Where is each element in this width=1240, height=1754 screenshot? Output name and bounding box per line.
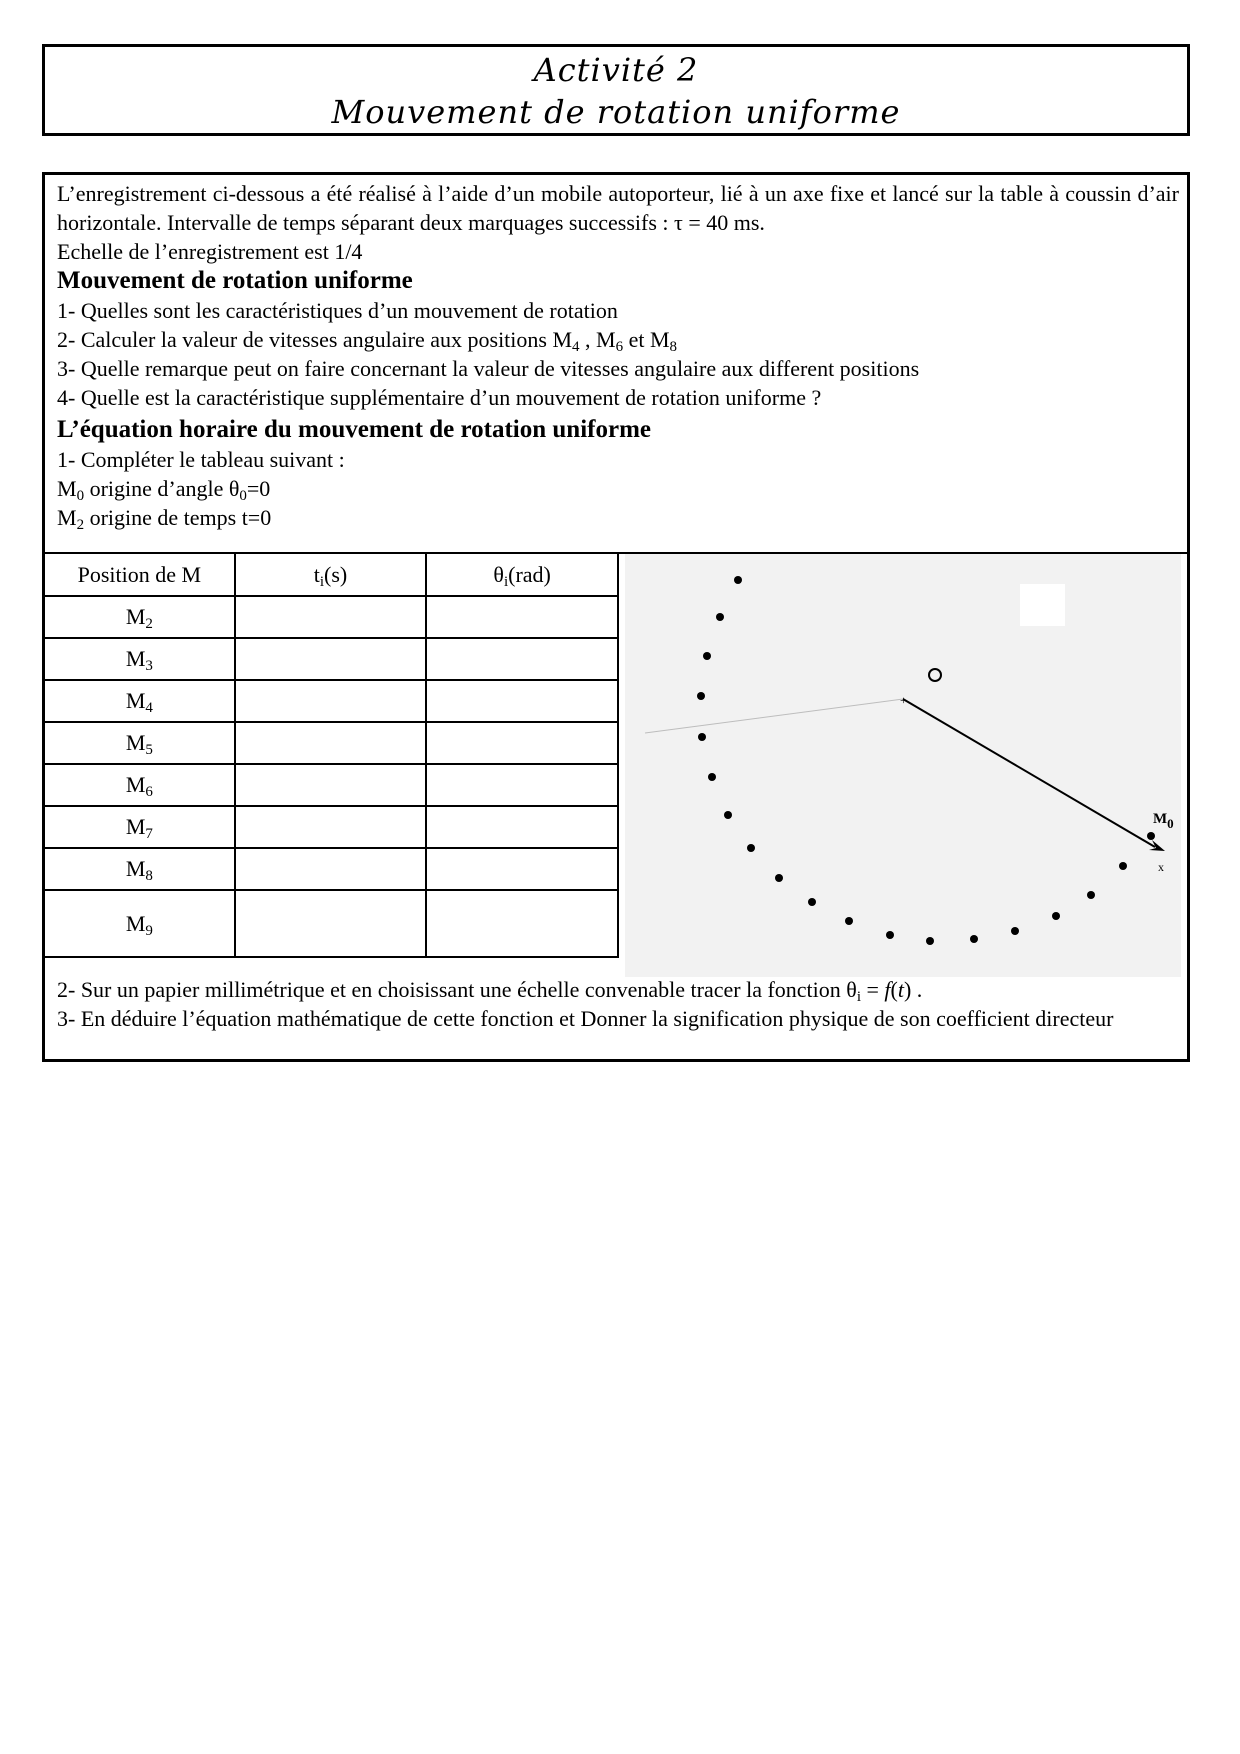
exercise-box bbox=[42, 172, 1190, 1062]
trajectory-dot bbox=[734, 576, 742, 584]
trajectory-dot bbox=[926, 937, 934, 945]
question-equation: 3- En déduire l’équation mathématique de cette fonction et Donner la signification physique de son coefficient directeur bbox=[57, 1006, 1114, 1031]
trajectory-dot bbox=[747, 844, 755, 852]
table-row bbox=[45, 890, 618, 957]
row-label: $M_9$ bbox=[45, 890, 235, 957]
time-cell[interactable] bbox=[235, 722, 427, 764]
trajectory-dot bbox=[698, 733, 706, 741]
angle-cell[interactable] bbox=[426, 680, 618, 722]
scale-line: Echelle de l’enregistrement est 1/4 bbox=[57, 239, 363, 264]
angle-cell[interactable] bbox=[426, 890, 618, 957]
position-table bbox=[45, 554, 619, 958]
dot-M0 bbox=[1147, 832, 1155, 840]
M0-label: M0 bbox=[1153, 811, 1174, 831]
trajectory-dot bbox=[716, 613, 724, 621]
trajectory-dot bbox=[703, 652, 711, 660]
trajectory-dot bbox=[1011, 927, 1019, 935]
header-time: $t_i(s)$ bbox=[235, 554, 427, 596]
trajectory-dot bbox=[808, 898, 816, 906]
angle-cell[interactable] bbox=[426, 848, 618, 890]
section-heading-equation: L’équation horaire du mouvement de rotation uniforme bbox=[57, 416, 651, 443]
time-cell[interactable] bbox=[235, 596, 427, 638]
row-label: $M_5$ bbox=[45, 722, 235, 764]
trajectory-dot bbox=[886, 931, 894, 939]
header-angle: $\theta_i(rad)$ bbox=[426, 554, 618, 596]
trajectory-dot bbox=[1087, 891, 1095, 899]
trajectory-dot bbox=[724, 811, 732, 819]
figure-background bbox=[625, 554, 1181, 977]
row-label: $M_8$ bbox=[45, 848, 235, 890]
section-rotation bbox=[57, 266, 1179, 412]
table-row bbox=[45, 596, 618, 638]
row-label: $M_6$ bbox=[45, 764, 235, 806]
trajectory-figure bbox=[625, 554, 1181, 977]
trajectory-dot bbox=[697, 692, 705, 700]
table-row bbox=[45, 722, 618, 764]
row-label: $M_4$ bbox=[45, 680, 235, 722]
table-header-row bbox=[45, 554, 618, 596]
table-row bbox=[45, 680, 618, 722]
question-2: 2- Calculer la valeur de vitesses angulaire aux positions $M_4$ , $M_6$ et $M_8$ bbox=[57, 327, 678, 355]
question-complete-table: 1- Compléter le tableau suivant : bbox=[57, 447, 345, 472]
trajectory-dot bbox=[1119, 862, 1127, 870]
title-box bbox=[42, 44, 1190, 136]
question-plot: 2- Sur un papier millimétrique et en choisissant une échelle convenable tracer la fonction $\theta_i = f(t)$ . bbox=[57, 977, 923, 1005]
section-equation bbox=[57, 415, 1179, 532]
trajectory-dot bbox=[845, 917, 853, 925]
header-position: Position de M bbox=[45, 554, 235, 596]
time-cell[interactable] bbox=[235, 806, 427, 848]
angle-cell[interactable] bbox=[426, 764, 618, 806]
angle-cell[interactable] bbox=[426, 638, 618, 680]
table-row bbox=[45, 638, 618, 680]
intro-paragraph: L’enregistrement ci-dessous a été réalisé à l’aide d’un mobile autoporteur, lié à un axe fixe et lancé sur la table à coussin d’air horizontale. Intervalle de temps séparant deux marquages successifs : τ = 40 ms. bbox=[57, 181, 1179, 235]
angle-cell[interactable] bbox=[426, 596, 618, 638]
table-row bbox=[45, 764, 618, 806]
table-row bbox=[45, 806, 618, 848]
row-label: $M_7$ bbox=[45, 806, 235, 848]
time-cell[interactable] bbox=[235, 890, 427, 957]
trajectory-dot bbox=[1052, 912, 1060, 920]
trajectory-dot bbox=[970, 935, 978, 943]
time-cell[interactable] bbox=[235, 680, 427, 722]
trajectory-dot bbox=[708, 773, 716, 781]
row-label: $M_2$ bbox=[45, 596, 235, 638]
question-4: 4- Quelle est la caractéristique supplémentaire d’un mouvement de rotation uniforme ? bbox=[57, 385, 822, 410]
figure-blank-patch bbox=[1020, 584, 1065, 626]
question-3: 3- Quelle remarque peut on faire concernant la valeur de vitesses angulaire aux different positions bbox=[57, 356, 920, 381]
time-origin-line: $M_2$ origine de temps t=0 bbox=[57, 505, 272, 533]
time-cell[interactable] bbox=[235, 764, 427, 806]
time-cell[interactable] bbox=[235, 848, 427, 890]
table-row bbox=[45, 848, 618, 890]
time-cell[interactable] bbox=[235, 638, 427, 680]
angle-cell[interactable] bbox=[426, 722, 618, 764]
trajectory-dot bbox=[775, 874, 783, 882]
activity-subtitle: Mouvement de rotation uniforme bbox=[331, 93, 901, 131]
angle-origin-line: $M_0$ origine d’angle $\theta_0=0$ bbox=[57, 476, 271, 504]
x-axis-label: x bbox=[1158, 860, 1164, 874]
section-heading-rotation: Mouvement de rotation uniforme bbox=[57, 267, 413, 294]
intro-text bbox=[57, 179, 1179, 266]
question-1: 1- Quelles sont les caractéristiques d’un mouvement de rotation bbox=[57, 298, 618, 323]
angle-cell[interactable] bbox=[426, 806, 618, 848]
final-questions bbox=[57, 975, 1179, 1033]
center-cross: + bbox=[900, 693, 907, 707]
row-label: $M_3$ bbox=[45, 638, 235, 680]
activity-title: Activité 2 bbox=[533, 51, 699, 89]
